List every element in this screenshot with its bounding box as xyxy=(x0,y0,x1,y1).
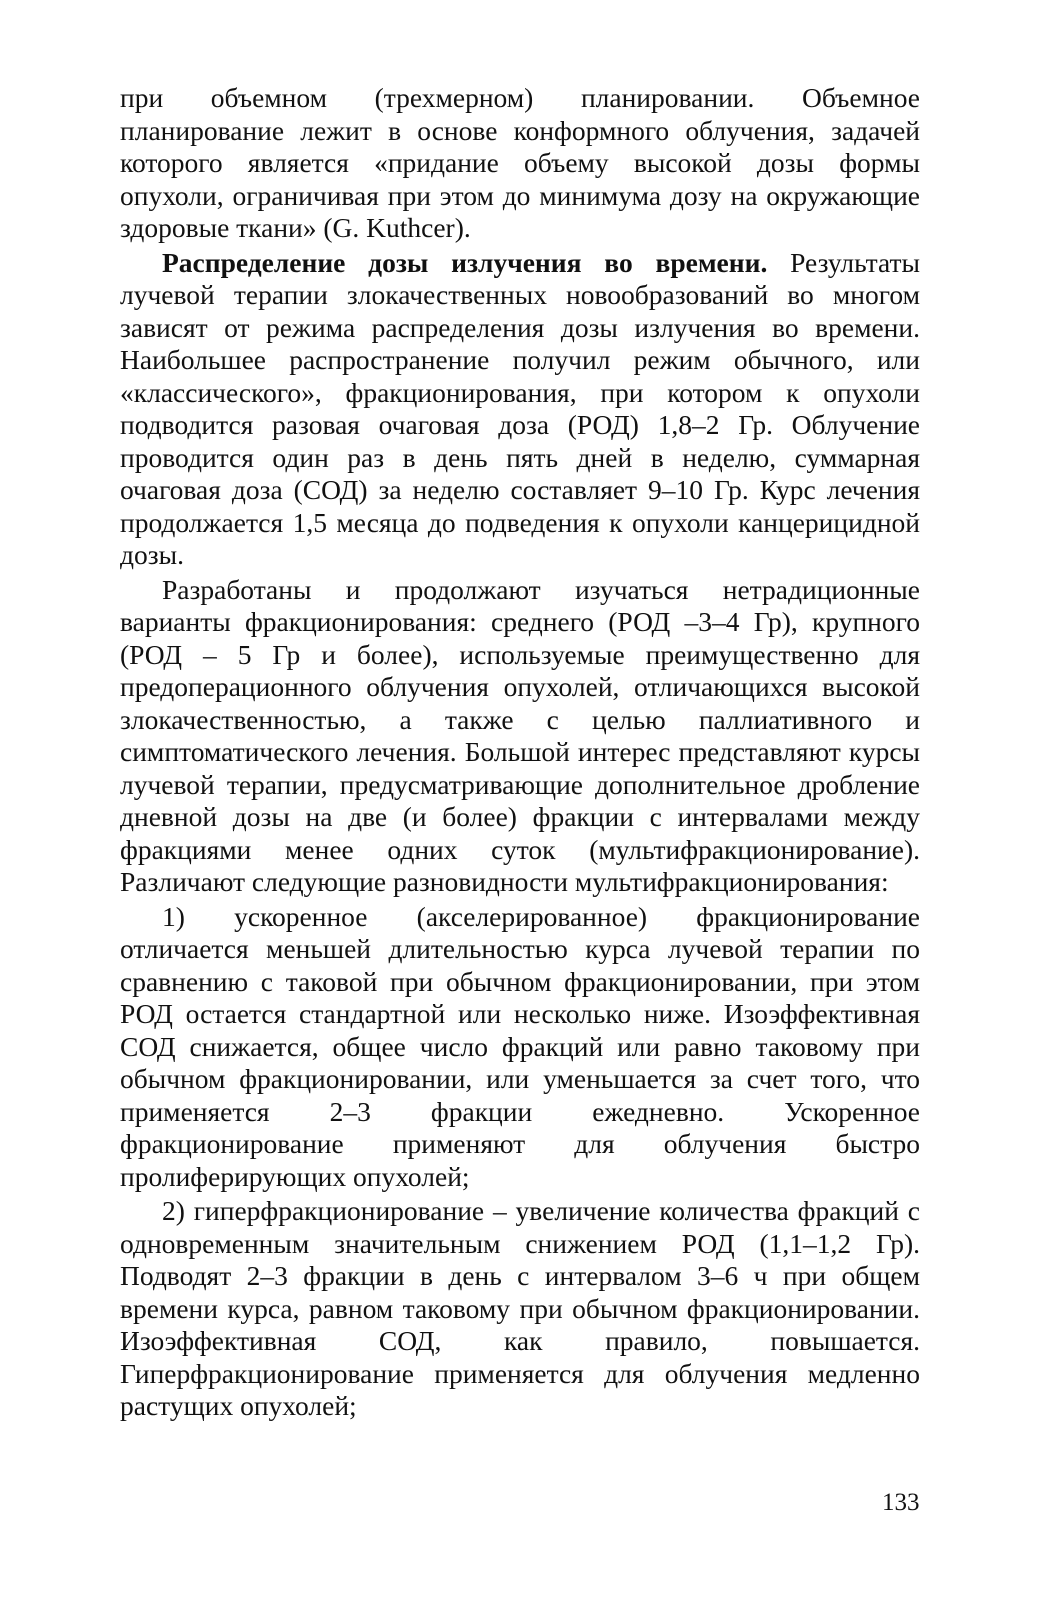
paragraph-dose-distribution xyxy=(120,247,920,572)
paragraph-heading: Распределение дозы излучения во времени. xyxy=(162,246,768,278)
paragraph-nontraditional-variants xyxy=(120,574,920,899)
list-item-hyperfractionation xyxy=(120,1195,920,1423)
paragraph-text: при объемном (трехмерном) планировании. Объемное планирование лежит в основе конформного облучения, задачей которого является «придание объему высокой дозы формы опухоли, ограничивая при этом до минимума дозу на окружающие здоровые ткани» (G. Kuthcer). xyxy=(120,82,920,243)
paragraph-text: Разработаны и продолжают изучаться нетрадиционные варианты фракционирования: среднего (РОД –3–4 Гр), крупного (РОД – 5 Гр и более), используемые преимущественно для предоперационного облучения опухолей, отличающихся высокой злокачественностью, а также с целью паллиативного и симптоматического лечения. Большой интерес представляют курсы лучевой терапии, предусматривающие дополнительное дробление дневной дозы на две (и более) фракции с интервалами между фракциями менее одних суток (мультифракционирование). Различают следующие разновидности мультифракционирования: xyxy=(120,573,920,897)
paragraph-text: 1) ускоренное (акселерированное) фракционирование отличается меньшей длительностью курса лучевой терапии по сравнению с таковой при обычном фракционировании, при этом РОД остается стандартной или несколько ниже. Изоэффективная СОД снижается, общее число фракций или равно таковому при обычном фракционировании, или уменьшается за счет того, что применяется 2–3 фракции ежедневно. Ускоренное фракционирование применяют для облучения быстро пролиферирующих опухолей; xyxy=(120,900,920,1192)
page-body xyxy=(120,82,920,1423)
page-number: 133 xyxy=(882,1489,920,1516)
paragraph-text: Результаты лучевой терапии злокачественных новообразований во многом зависят от режима распределения дозы излучения во времени. Наибольшее распространение получил режим обычного, или «классического», фракционирования, при котором к опухоли подводится разовая очаговая доза (РОД) 1,8–2 Гр. Облучение проводится один раз в день пять дней в неделю, суммарная очаговая доза (СОД) за неделю составляет 9–10 Гр. Курс лечения продолжается 1,5 месяца до подведения к опухоли канцерицидной дозы. xyxy=(120,246,920,570)
paragraph-continuation xyxy=(120,82,920,245)
paragraph-text: 2) гиперфракционирование – увеличение количества фракций с одновременным значительным снижением РОД (1,1–1,2 Гр). Подводят 2–3 фракции в день с интервалом 3–6 ч при общем времени курса, равном таковому при обычном фракционировании. Изоэффективная СОД, как правило, повышается. Гиперфракционирование применяется для облучения медленно растущих опухолей; xyxy=(120,1195,920,1421)
list-item-accelerated xyxy=(120,901,920,1194)
